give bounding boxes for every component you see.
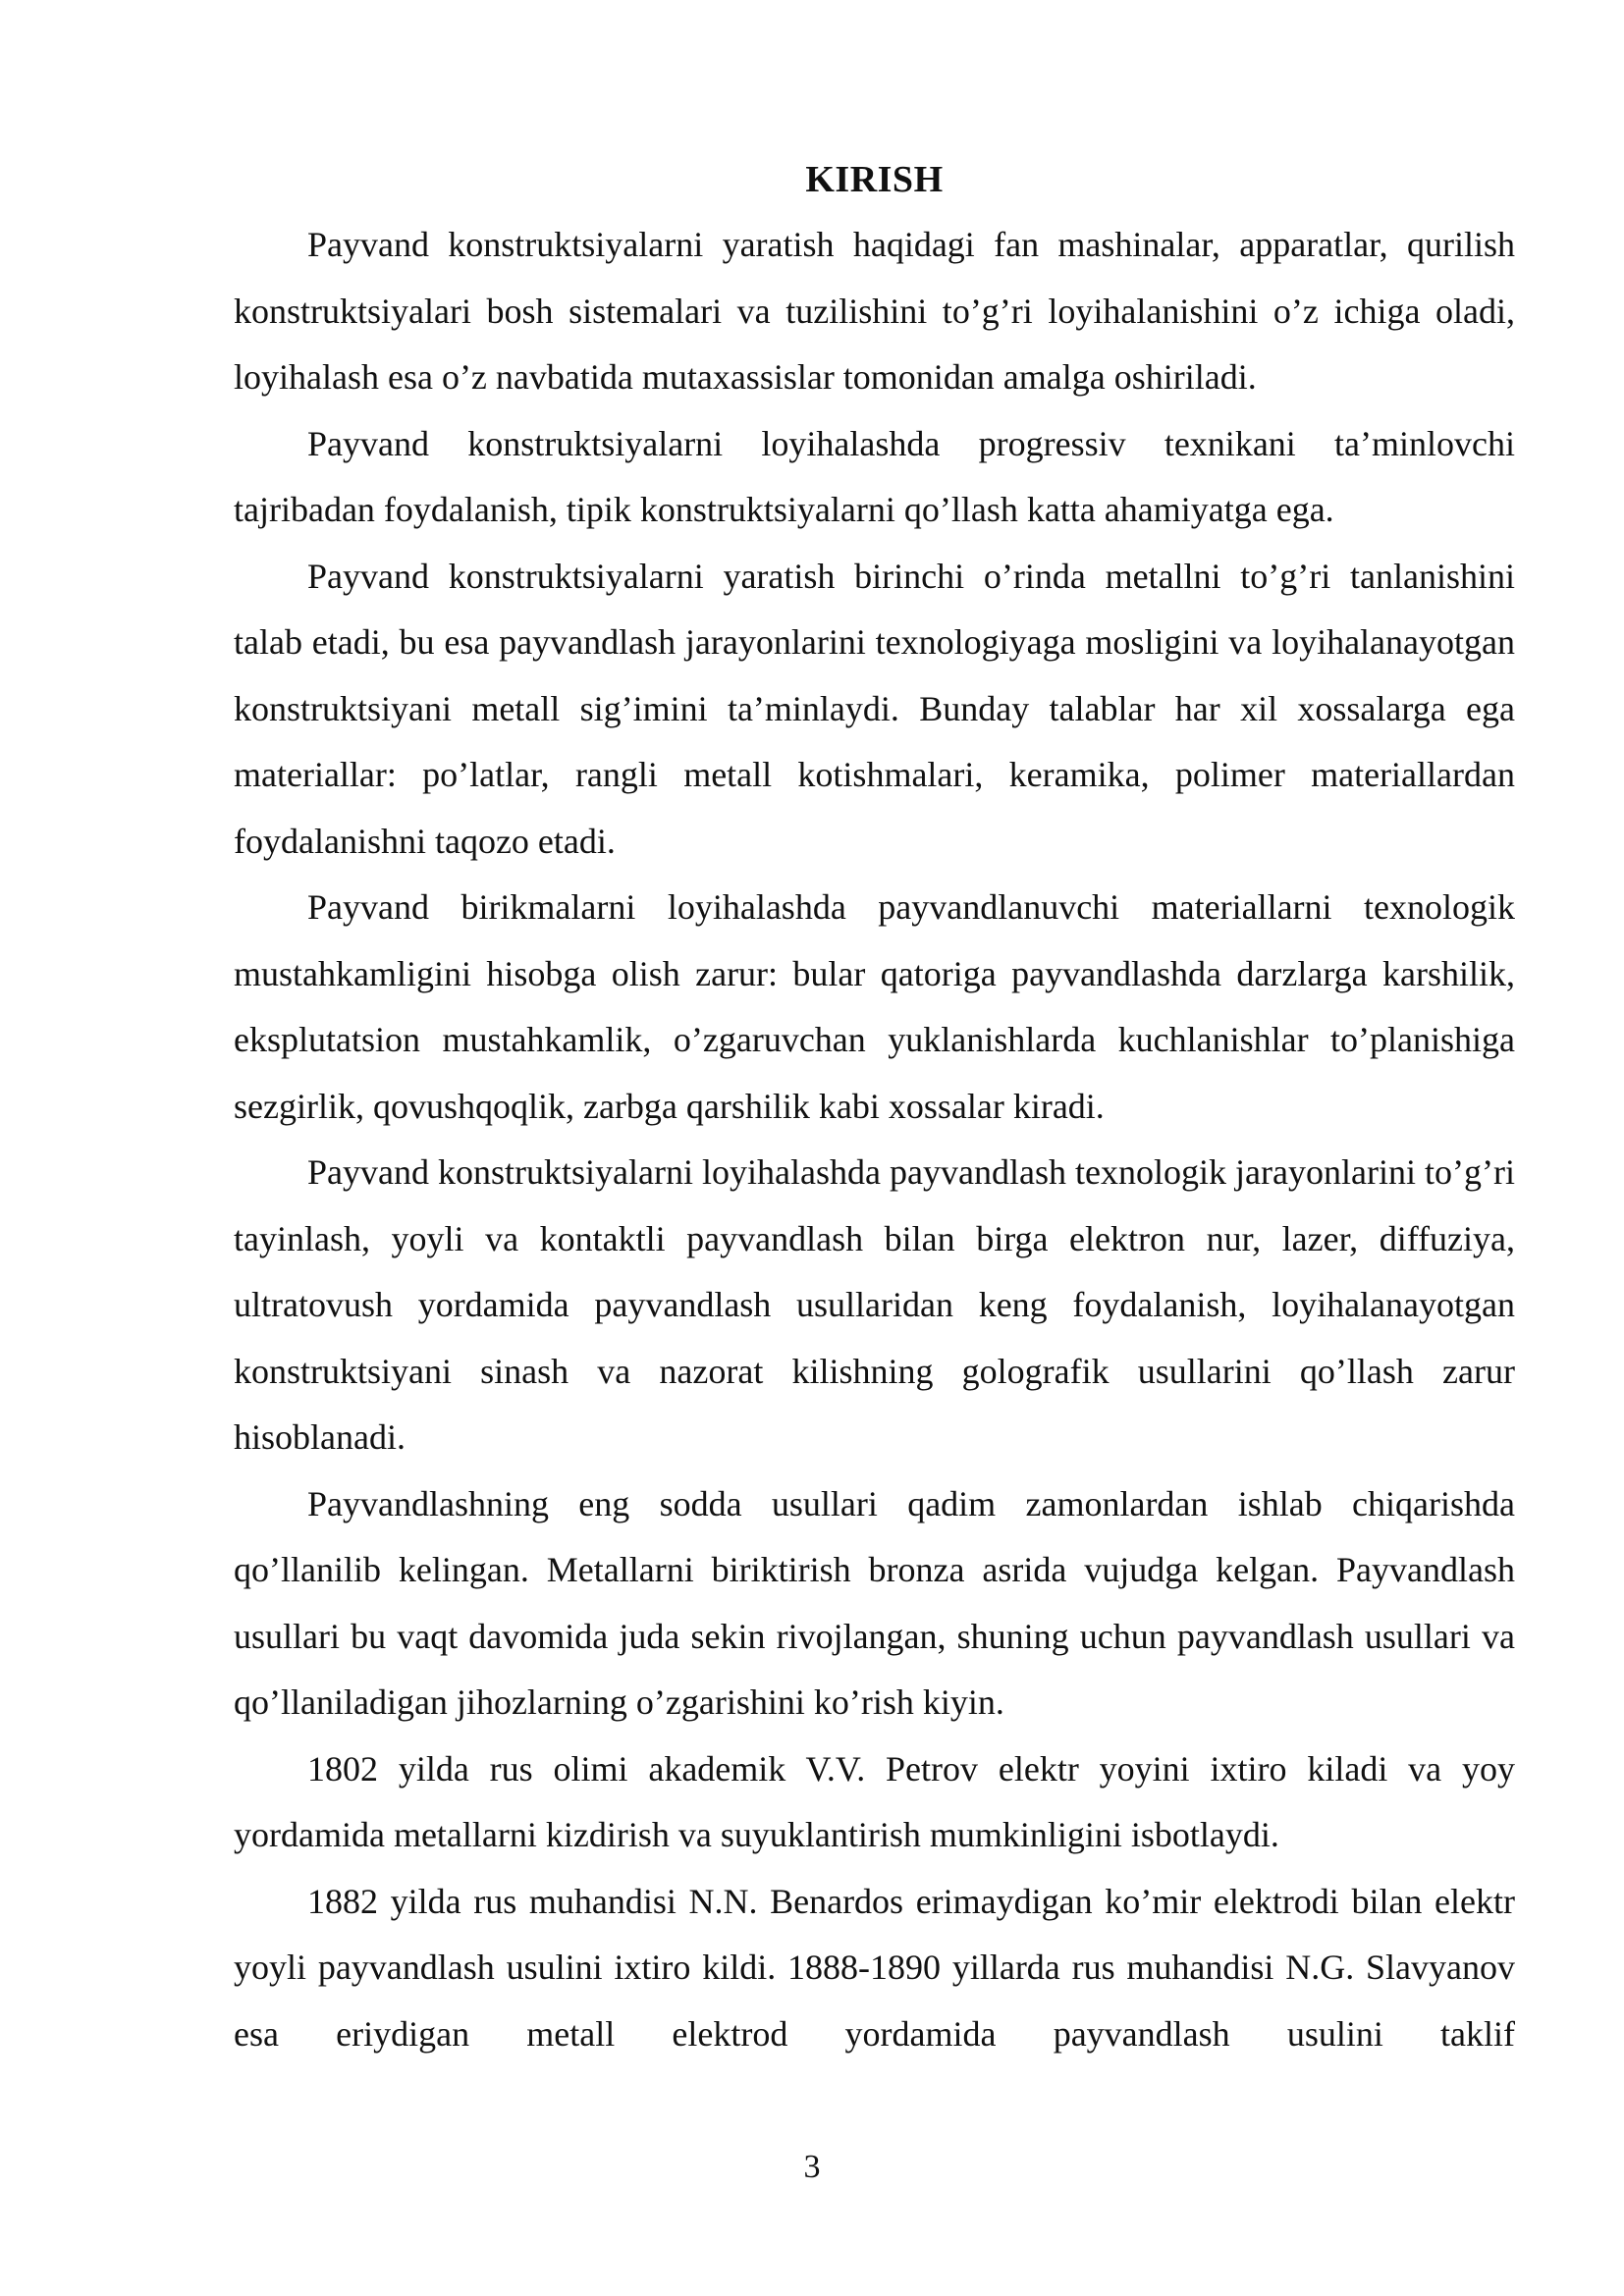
paragraph-5: Payvand konstruktsiyalarni loyihalashda payvandlash texnologik jarayonlarini to’g’ri tayinlash, yoyli va kontaktli payvandlash bilan birga elektron nur, lazer, diffuziya, ultratovush yordamida payvandlash usullaridan keng foydalanish, loyihalanayotgan konstruktsiyani sinash va nazorat kilishning golografik usullarini qo’llash zarur hisoblanadi.	[234, 1152, 1515, 1457]
page-content	[234, 147, 1515, 2067]
paragraph-2: Payvand konstruktsiyalarni loyihalashda progressiv texnikani ta’minlovchi tajribadan foydalanish, tipik konstruktsiyalarni qo’llash katta ahamiyatga ega.	[234, 423, 1515, 529]
paragraph-7: 1802 yilda rus olimi akademik V.V. Petrov elektr yoyini ixtiro kiladi va yoy yordamida metallarni kizdirish va suyuklantirish mumkinligini isbotlaydi.	[234, 1748, 1515, 1854]
page-number: 3	[803, 2149, 821, 2185]
page-title: KIRISH	[805, 159, 944, 200]
paragraph-8: 1882 yilda rus muhandisi N.N. Benardos erimaydigan ko’mir elektrodi bilan elektr yoyli payvandlash usulini ixtiro kildi. 1888-1890 yillarda rus muhandisi N.G. Slavyanov esa eriydigan metall elektrod yordamida payvandlash usulini taklif	[234, 1881, 1515, 2054]
paragraph-6: Payvandlashning eng sodda usullari qadim zamonlardan ishlab chiqarishda qo’llanilib kelingan. Metallarni biriktirish bronza asrida vujudga kelgan. Payvandlash usullari bu vaqt davomida juda sekin rivojlangan, shuning uchun payvandlash usullari va qo’llaniladigan jihozlarning o’zgarishini ko’rish kiyin.	[234, 1483, 1515, 1722]
paragraph-1: Payvand konstruktsiyalarni yaratish haqidagi fan mashinalar, apparatlar, qurilish konstruktsiyalari bosh sistemalari va tuzilishini to’g’ri loyihalanishini o’z ichiga oladi, loyihalash esa o’z navbatida mutaxassislar tomonidan amalga oshiriladi.	[234, 225, 1515, 397]
paragraph-4: Payvand birikmalarni loyihalashda payvandlanuvchi materiallarni texnologik mustahkamligini hisobga olish zarur: bular qatoriga payvandlashda darzlarga karshilik, eksplutatsion mustahkamlik, o’zgaruvchan yuklanishlarda kuchlanishlar to’planishiga sezgirlik, qovushqoqlik, zarbga qarshilik kabi xossalar kiradi.	[234, 887, 1515, 1126]
paragraph-3: Payvand konstruktsiyalarni yaratish birinchi o’rinda metallni to’g’ri tanlanishini talab etadi, bu esa payvandlash jarayonlarini texnologiyaga mosligini va loyihalanayotgan konstruktsiyani metall sig’imini ta’minlaydi. Bunday talablar har xil xossalarga ega materiallar: po’latlar, rangli metall kotishmalari, keramika, polimer materiallardan foydalanishni taqozo etadi.	[234, 556, 1515, 861]
